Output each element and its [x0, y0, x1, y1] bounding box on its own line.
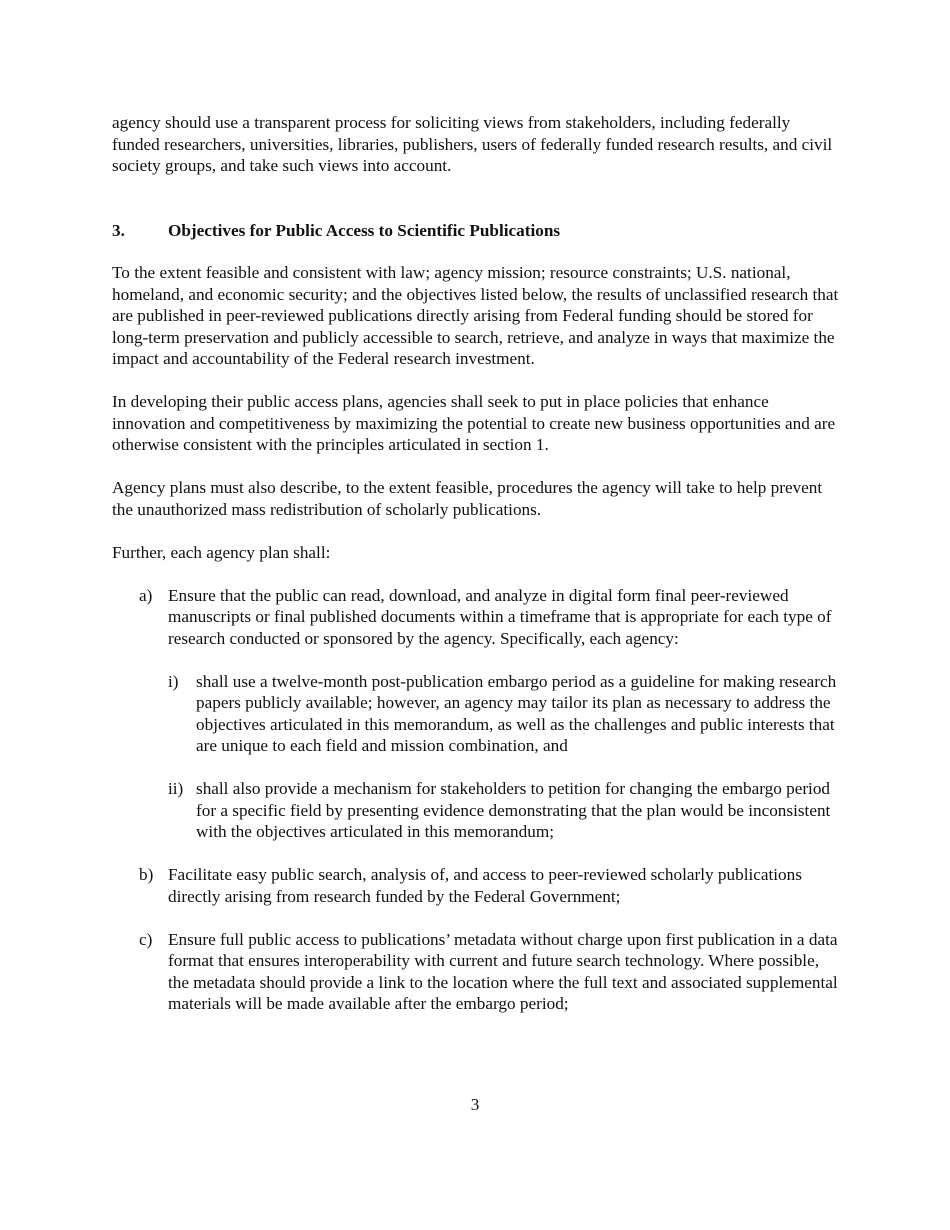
- paragraph-redistribution: Agency plans must also describe, to the extent feasible, procedures the agency will take to help prevent the unauthorized mass redistribution of scholarly publications.: [112, 478, 823, 519]
- list-text-a: Ensure that the public can read, download, and analyze in digital form final peer-reviewed manuscripts or final published documents within a timeframe that is appropriate for each type of research conducted or sponsored by the agency. Specifically, each agency:: [168, 585, 832, 648]
- paragraph-objectives: To the extent feasible and consistent with law; agency mission; resource constraints; U.S. national, homeland, and economic security; and the objectives listed below, the results of unclassified research that are published in peer-reviewed publications directly arising from Federal funding should be stored for long-term preservation and publicly accessible to search, retrieve, and analyze in ways that maximize the impact and accountability of the Federal research investment.: [112, 263, 839, 368]
- list-item-b: [139, 864, 842, 907]
- list-marker-b: b): [139, 865, 154, 884]
- list-text-i: shall use a twelve-month post-publication embargo period as a guideline for making research papers publicly available; however, an agency may tailor its plan as necessary to address the objectives articulated in this memorandum, as well as the challenges and public interests that are unique to each field and mission combination, and: [196, 671, 837, 755]
- section-heading: [112, 220, 842, 242]
- list-item-ii: [168, 778, 842, 843]
- intro-paragraph: agency should use a transparent process for soliciting views from stakeholders, including federally funded researchers, universities, libraries, publishers, users of federally funded research results, and civil society groups, and take such views into account.: [112, 113, 833, 175]
- paragraph-innovation: In developing their public access plans, agencies shall seek to put in place policies that enhance innovation and competitiveness by maximizing the potential to create new business opportunities and are otherwise consistent with the principles articulated in section 1.: [112, 392, 836, 454]
- document-page: [112, 112, 842, 1036]
- list-marker-ii: ii): [168, 779, 184, 798]
- list-marker-a: a): [139, 585, 153, 605]
- list-text-b: Facilitate easy public search, analysis of, and access to peer-reviewed scholarly publications directly arising from research funded by the Federal Government;: [168, 865, 802, 906]
- list-item-i: [168, 671, 842, 757]
- paragraph-further: Further, each agency plan shall:: [112, 542, 331, 562]
- page-number: 3: [470, 1095, 480, 1114]
- list-item-c: [139, 929, 842, 1015]
- list-marker-i: i): [168, 671, 179, 691]
- list-text-c: Ensure full public access to publications’ metadata without charge upon first publication in a data format that ensures interoperability with current and future search technology. Where possible, the metadata should provide a link to the location where the full text and associated supplemental materials will be made available after the embargo period;: [168, 929, 838, 1013]
- list-item-a: [139, 585, 842, 650]
- list-text-ii: shall also provide a mechanism for stakeholders to petition for changing the embargo period for a specific field by presenting evidence demonstrating that the plan would be inconsistent with the objectives articulated in this memorandum;: [196, 779, 831, 841]
- list-marker-c: c): [139, 929, 153, 949]
- section-number: 3.: [112, 220, 125, 240]
- section-title: Objectives for Public Access to Scientific Publications: [168, 220, 561, 240]
